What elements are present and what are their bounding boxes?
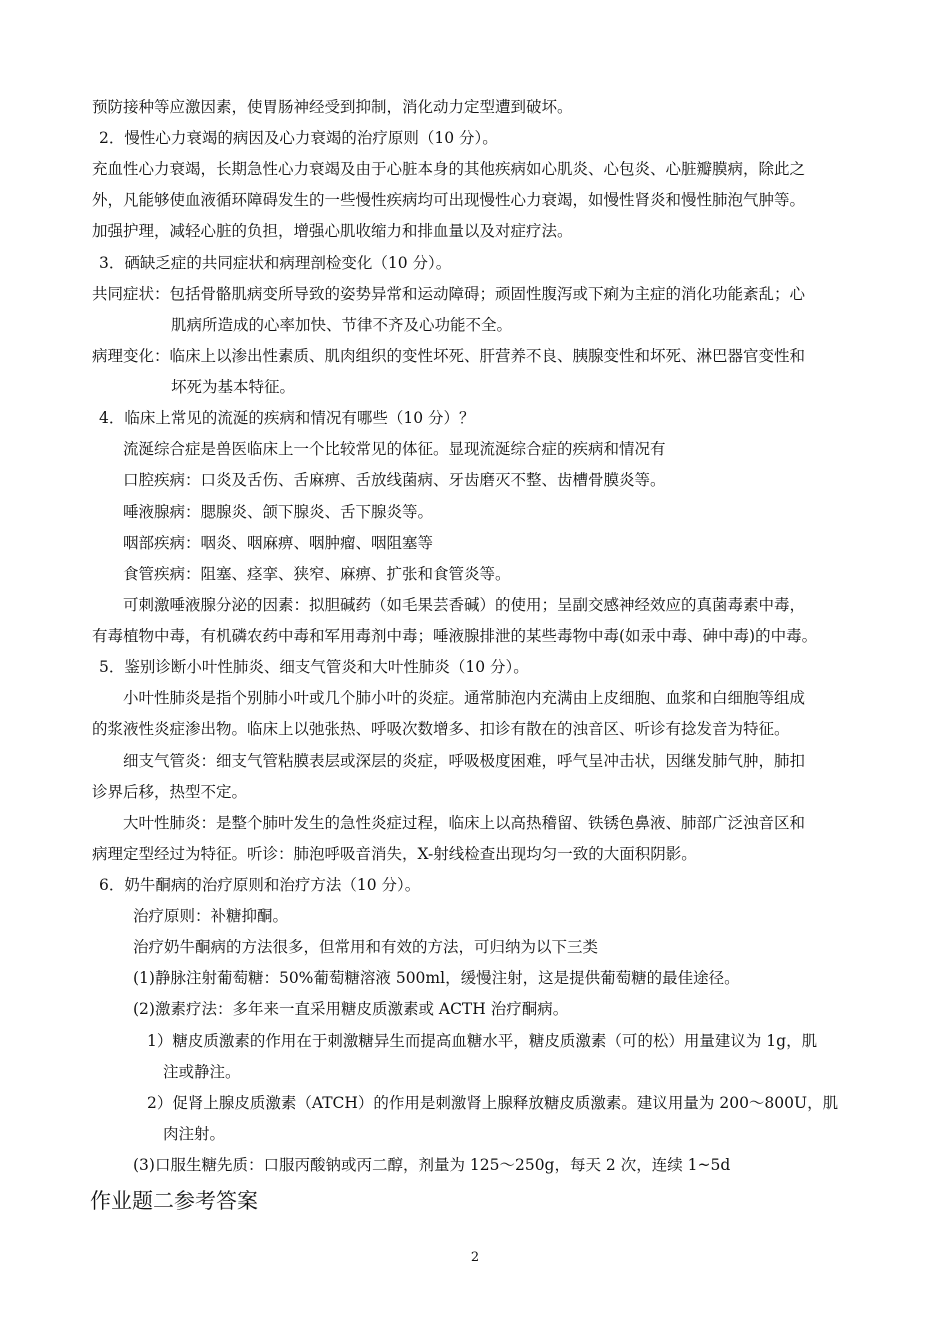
page-number: 2 <box>470 1250 480 1265</box>
question-heading: 3．硒缺乏症的共同症状和病理剖检变化（10 分）。 <box>99 254 452 272</box>
section-heading: 作业题二参考答案 <box>90 1189 258 1213</box>
text-line: 共同症状：包括骨骼肌病变所导致的姿势异常和运动障碍；顽固性腹泻或下痢为主症的消化功能紊乱；心 <box>92 285 806 303</box>
text-line: 充血性心力衰竭，长期急性心力衰竭及由于心脏本身的其他疾病如心肌炎、心包炎、心脏瓣膜病，除此之 <box>92 160 806 178</box>
question-heading: 6．奶牛酮病的治疗原则和治疗方法（10 分）。 <box>99 876 421 894</box>
question-heading: 5．鉴别诊断小叶性肺炎、细支气管炎和大叶性肺炎（10 分）。 <box>99 658 529 676</box>
question-heading: 2．慢性心力衰竭的病因及心力衰竭的治疗原则（10 分）。 <box>99 129 498 147</box>
text-line: (3)口服生糖先质：口服丙酸钠或丙二醇，剂量为 125～250g，每天 2 次，连续 1~5d <box>133 1156 731 1174</box>
text-line: 可刺激唾液腺分泌的因素：拟胆碱药（如毛果芸香碱）的使用；呈副交感神经效应的真菌毒素中毒， <box>123 596 806 614</box>
text-line: 食管疾病：阻塞、痉挛、狭窄、麻痹、扩张和食管炎等。 <box>123 565 511 583</box>
text-line: 加强护理，减轻心脏的负担，增强心肌收缩力和排血量以及对症疗法。 <box>92 222 573 240</box>
text-line: 病理定型经过为特征。听诊：肺泡呼吸音消失，X-射线检查出现均匀一致的大面积阴影。 <box>92 845 697 863</box>
text-line: 肌病所造成的心率加快、节律不齐及心功能不全。 <box>171 316 513 334</box>
text-line: 预防接种等应激因素，使胃肠神经受到抑制，消化动力定型遭到破坏。 <box>92 98 573 116</box>
text-line: 口腔疾病：口炎及舌伤、舌麻痹、舌放线菌病、牙齿磨灭不整、齿槽骨膜炎等。 <box>123 471 666 489</box>
text-line: 的浆液性炎症渗出物。临床上以弛张热、呼吸次数增多、扣诊有散在的浊音区、听诊有捻发音为特征。 <box>92 720 790 738</box>
text-line: 治疗奶牛酮病的方法很多，但常用和有效的方法，可归纳为以下三类 <box>133 938 599 956</box>
text-line: 注或静注。 <box>163 1063 241 1081</box>
text-line: (1)静脉注射葡萄糖：50%葡萄糖溶液 500ml，缓慢注射，这是提供葡萄糖的最佳途径。 <box>133 969 740 987</box>
text-line: 外，凡能够使血液循环障碍发生的一些慢性疾病均可出现慢性心力衰竭，如慢性肾炎和慢性肺泡气肿等。 <box>92 191 806 209</box>
text-line: 治疗原则：补糖抑酮。 <box>133 907 289 925</box>
text-line: 大叶性肺炎：是整个肺叶发生的急性炎症过程，临床上以高热稽留、铁锈色鼻液、肺部广泛浊音区和 <box>123 814 806 832</box>
text-line: 2）促肾上腺皮质激素（ATCH）的作用是刺激肾上腺释放糖皮质激素。建议用量为 200～800U，肌 <box>147 1094 839 1112</box>
text-line: 唾液腺病：腮腺炎、颌下腺炎、舌下腺炎等。 <box>123 503 434 521</box>
text-line: 流涎综合症是兽医临床上一个比较常见的体征。显现流涎综合症的疾病和情况有 <box>123 440 666 458</box>
text-line: 小叶性肺炎是指个别肺小叶或几个肺小叶的炎症。通常肺泡内充满由上皮细胞、血浆和白细胞等组成 <box>123 689 806 707</box>
text-line: 坏死为基本特征。 <box>171 378 296 396</box>
text-line: (2)激素疗法：多年来一直采用糖皮质激素或 ACTH 治疗酮病。 <box>133 1000 569 1018</box>
text-line: 1）糖皮质激素的作用在于刺激糖异生而提高血糖水平，糖皮质激素（可的松）用量建议为 1g，肌 <box>147 1032 818 1050</box>
text-line: 咽部疾病：咽炎、咽麻痹、咽肿瘤、咽阻塞等 <box>123 534 434 552</box>
text-line: 有毒植物中毒，有机磷农药中毒和军用毒剂中毒；唾液腺排泄的某些毒物中毒(如汞中毒、砷中毒)的中毒。 <box>92 627 818 645</box>
question-heading: 4．临床上常见的流涎的疾病和情况有哪些（10 分）？ <box>99 409 475 427</box>
text-line: 肉注射。 <box>163 1125 226 1143</box>
text-line: 病理变化：临床上以渗出性素质、肌肉组织的变性坏死、肝营养不良、胰腺变性和坏死、淋巴器官变性和 <box>92 347 806 365</box>
text-line: 诊界后移，热型不定。 <box>92 783 248 801</box>
text-line: 细支气管炎：细支气管粘膜表层或深层的炎症，呼吸极度困难，呼气呈冲击状，因继发肺气肿，肺扣 <box>123 752 806 770</box>
